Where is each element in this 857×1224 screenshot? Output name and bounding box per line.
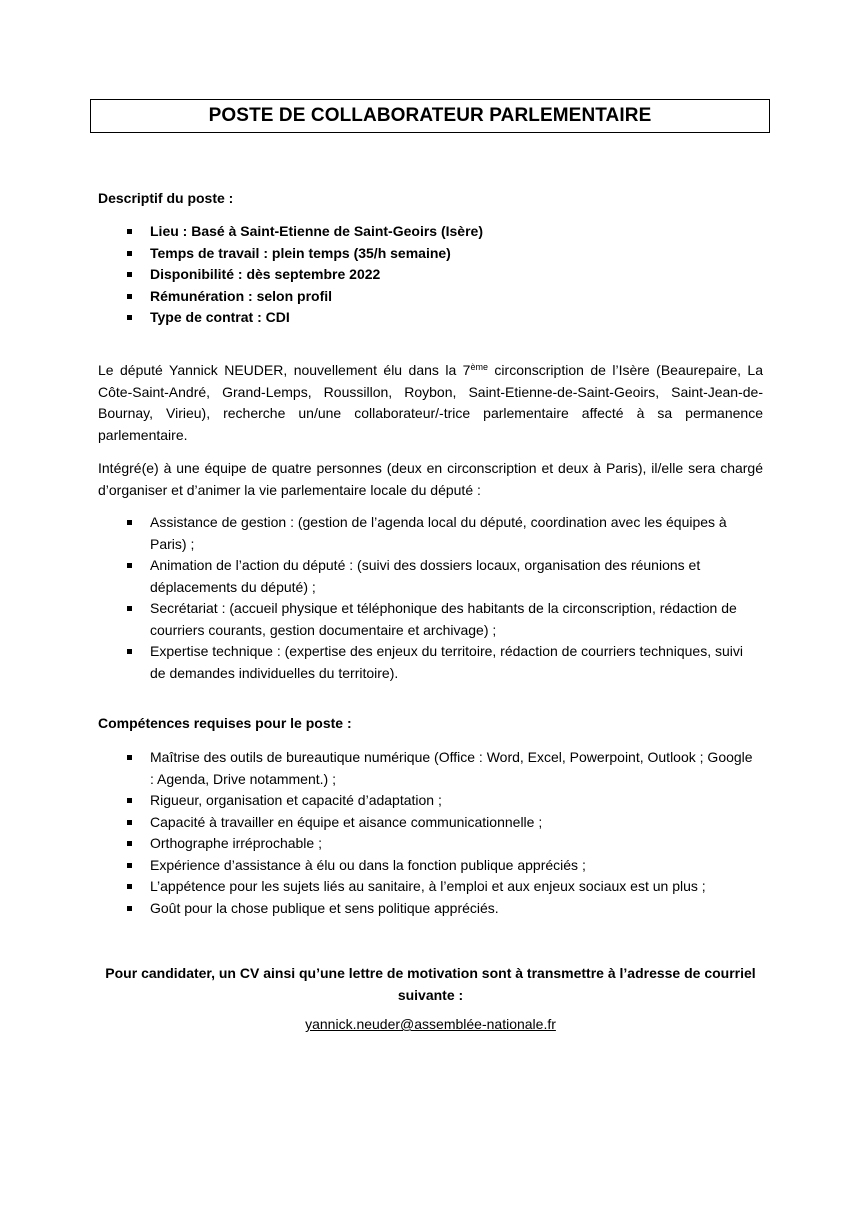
- list-item: L’appétence pour les sujets liés au sanitaire, à l’emploi et aux enjeux sociaux est un plus ;: [150, 876, 760, 898]
- list-item: Rémunération : selon profil: [150, 286, 770, 308]
- bullet-icon: [127, 606, 132, 611]
- list-item: Rigueur, organisation et capacité d’adaptation ;: [150, 790, 760, 812]
- email-container: [98, 1016, 763, 1032]
- bullet-icon: [127, 563, 132, 568]
- list-item: Secrétariat : (accueil physique et téléphonique des habitants de la circonscription, rédaction de courriers courants, gestion documentaire et archivage) ;: [150, 598, 760, 641]
- bullet-icon: [127, 229, 132, 234]
- bullet-icon: [127, 251, 132, 256]
- list-item: Disponibilité : dès septembre 2022: [150, 264, 770, 286]
- bullet-icon: [127, 272, 132, 277]
- list-item: Animation de l’action du député : (suivi des dossiers locaux, organisation des réunions et déplacements du député) ;: [150, 555, 760, 598]
- bullet-icon: [127, 520, 132, 525]
- candidature-text: Pour candidater, un CV ainsi qu’une lettre de motivation sont à transmettre à l’adresse de courriel suivante :: [105, 965, 756, 1003]
- list-item: Temps de travail : plein temps (35/h semaine): [150, 243, 770, 265]
- bullet-icon: [127, 906, 132, 911]
- list-item: Maîtrise des outils de bureautique numérique (Office : Word, Excel, Powerpoint, Outlook ; Google : Agenda, Drive notamment.) ;: [150, 747, 760, 790]
- descriptif-heading: Descriptif du poste :: [98, 190, 234, 206]
- bullet-icon: [127, 294, 132, 299]
- list-item: Expertise technique : (expertise des enjeux du territoire, rédaction de courriers techniques, suivi de demandes individuelles du territoire).: [150, 641, 760, 684]
- list-item: Goût pour la chose publique et sens politique appréciés.: [150, 898, 760, 920]
- bullet-icon: [127, 315, 132, 320]
- title-box: [90, 99, 770, 133]
- bullet-icon: [127, 649, 132, 654]
- descriptif-list: [150, 221, 770, 329]
- list-item: Orthographe irréprochable ;: [150, 833, 760, 855]
- bullet-icon: [127, 820, 132, 825]
- bullet-icon: [127, 841, 132, 846]
- team-paragraph: Intégré(e) à une équipe de quatre personnes (deux en circonscription et deux à Paris), il/elle sera chargé d’organiser et d’animer la vie parlementaire locale du député :: [98, 460, 763, 498]
- list-item: Type de contrat : CDI: [150, 307, 770, 329]
- missions-list: [150, 512, 760, 684]
- competences-heading: Compétences requises pour le poste :: [98, 715, 352, 731]
- list-item: Capacité à travailler en équipe et aisance communicationnelle ;: [150, 812, 760, 834]
- list-item: Expérience d’assistance à élu ou dans la fonction publique appréciés ;: [150, 855, 760, 877]
- competences-list: [150, 747, 760, 919]
- bullet-icon: [127, 863, 132, 868]
- bullet-icon: [127, 755, 132, 760]
- list-item: Assistance de gestion : (gestion de l’agenda local du député, coordination avec les équipes à Paris) ;: [150, 512, 760, 555]
- list-item: Lieu : Basé à Saint-Etienne de Saint-Geoirs (Isère): [150, 221, 770, 243]
- bullet-icon: [127, 884, 132, 889]
- page-title: POSTE DE COLLABORATEUR PARLEMENTAIRE: [208, 105, 652, 126]
- email-link[interactable]: yannick.neuder@assemblée-nationale.fr: [305, 1016, 556, 1032]
- bullet-icon: [127, 798, 132, 803]
- intro-paragraph: Le député Yannick NEUDER, nouvellement élu dans la 7ème circonscription de l’Isère (Beaurepaire, La Côte-Saint-André, Grand-Lemps, Roussillon, Roybon, Saint-Etienne-de-Saint-Geoirs, Saint-Jean-de-Bournay, Virieu), recherche un/une collaborateur/-trice parlementaire affecté à sa permanence parlementaire.: [98, 362, 763, 443]
